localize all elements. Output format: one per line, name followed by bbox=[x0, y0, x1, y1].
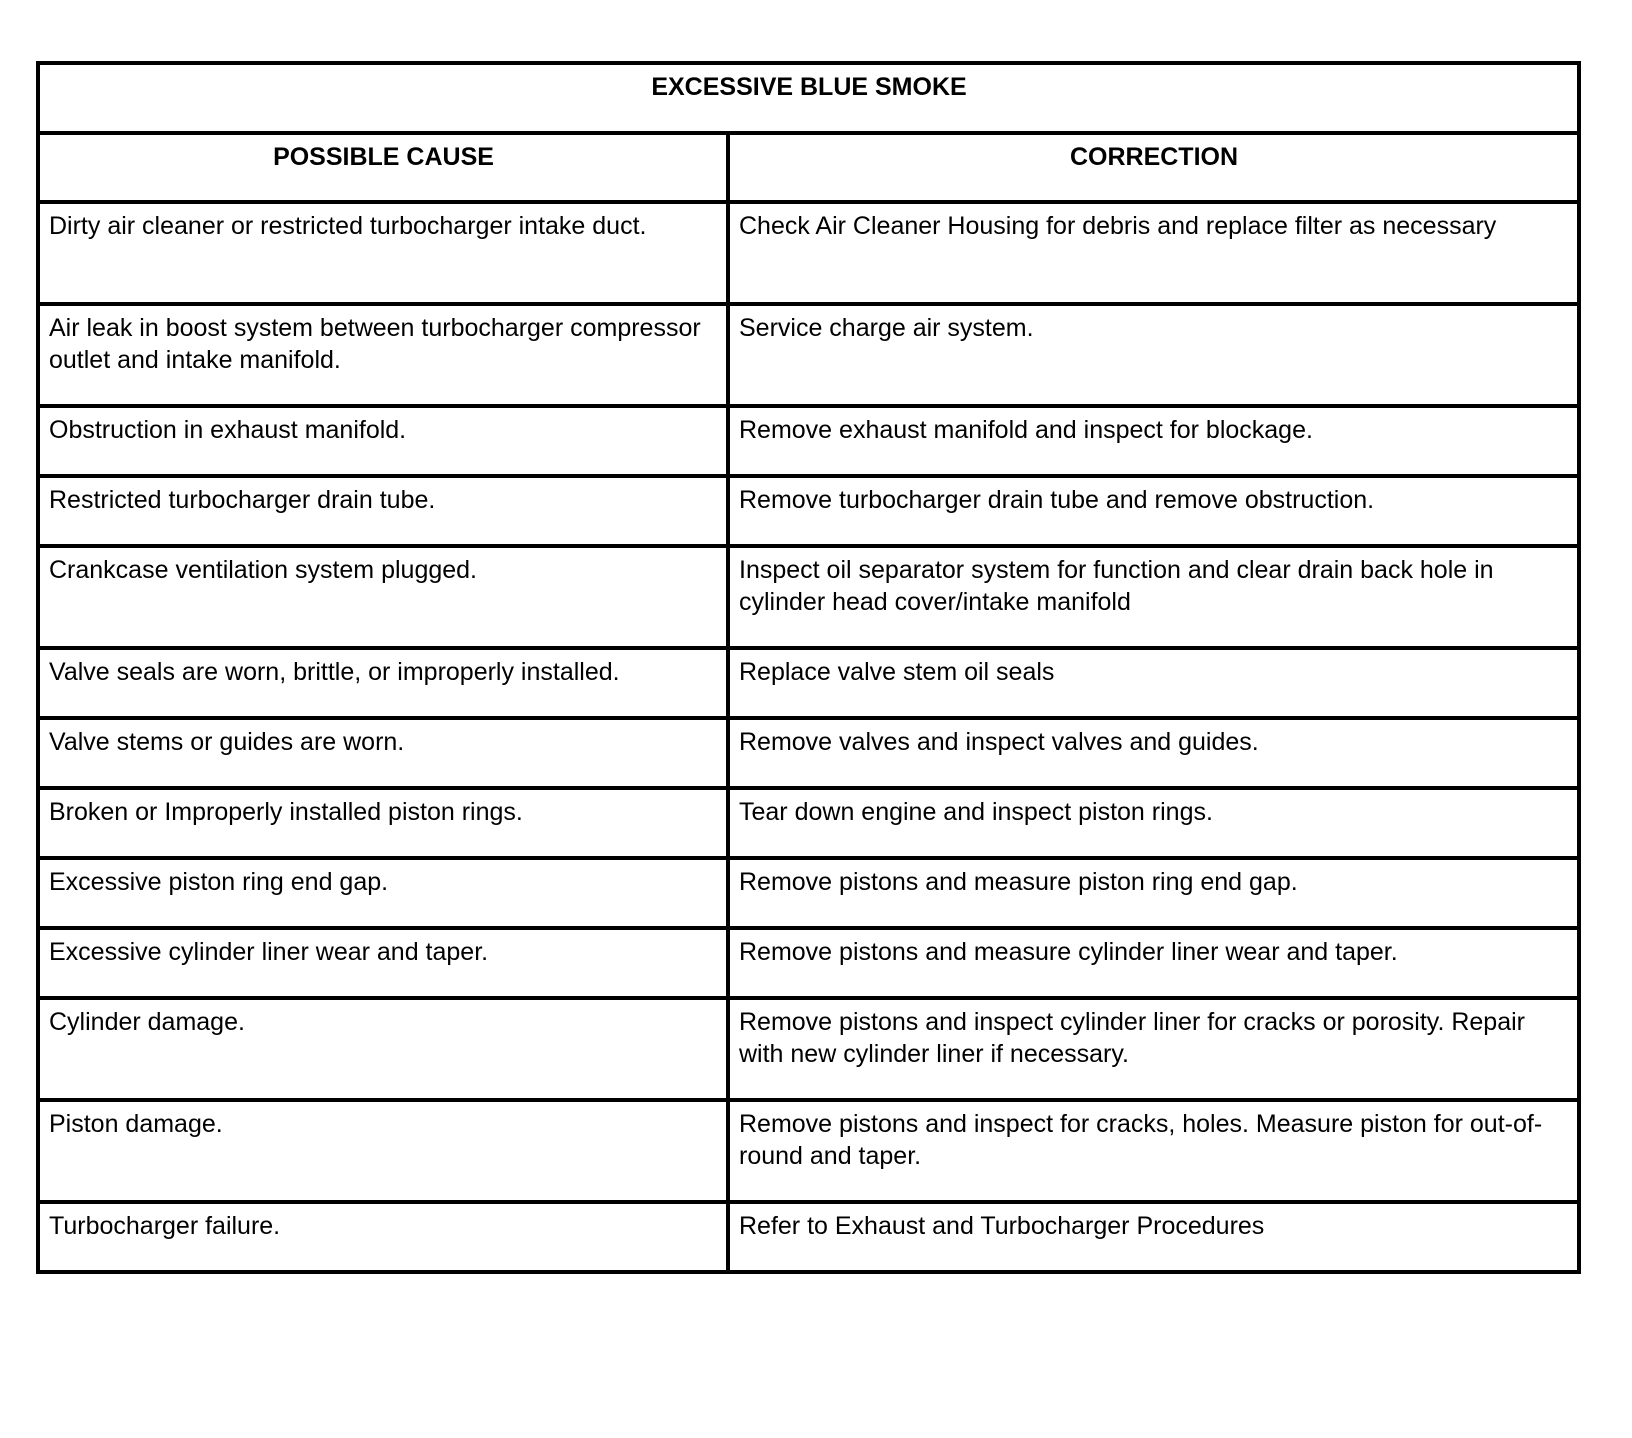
correction-cell: Remove pistons and measure piston ring end gap. bbox=[728, 858, 1579, 928]
correction-cell: Tear down engine and inspect piston rings. bbox=[728, 788, 1579, 858]
table-title: EXCESSIVE BLUE SMOKE bbox=[38, 63, 1579, 133]
table-row bbox=[38, 546, 1579, 648]
cause-cell: Dirty air cleaner or restricted turbocharger intake duct. bbox=[38, 202, 728, 304]
correction-cell: Refer to Exhaust and Turbocharger Procedures bbox=[728, 1202, 1579, 1272]
table-row bbox=[38, 406, 1579, 476]
table-row bbox=[38, 928, 1579, 998]
cause-cell: Turbocharger failure. bbox=[38, 1202, 728, 1272]
correction-cell: Remove pistons and inspect for cracks, holes. Measure piston for out-of-round and taper. bbox=[728, 1100, 1579, 1202]
table-row bbox=[38, 648, 1579, 718]
correction-cell: Check Air Cleaner Housing for debris and replace filter as necessary bbox=[728, 202, 1579, 304]
cause-cell: Piston damage. bbox=[38, 1100, 728, 1202]
correction-cell: Inspect oil separator system for function and clear drain back hole in cylinder head cover/intake manifold bbox=[728, 546, 1579, 648]
table-row bbox=[38, 998, 1579, 1100]
correction-cell: Remove pistons and inspect cylinder liner for cracks or porosity. Repair with new cylinder liner if necessary. bbox=[728, 998, 1579, 1100]
cause-cell: Valve stems or guides are worn. bbox=[38, 718, 728, 788]
column-header-possible-cause: POSSIBLE CAUSE bbox=[38, 133, 728, 202]
cause-cell: Excessive cylinder liner wear and taper. bbox=[38, 928, 728, 998]
cause-cell: Cylinder damage. bbox=[38, 998, 728, 1100]
table-row bbox=[38, 1100, 1579, 1202]
column-header-correction: CORRECTION bbox=[728, 133, 1579, 202]
cause-cell: Obstruction in exhaust manifold. bbox=[38, 406, 728, 476]
correction-cell: Remove turbocharger drain tube and remove obstruction. bbox=[728, 476, 1579, 546]
troubleshooting-table bbox=[36, 61, 1581, 1274]
correction-cell: Remove exhaust manifold and inspect for blockage. bbox=[728, 406, 1579, 476]
cause-cell: Broken or Improperly installed piston rings. bbox=[38, 788, 728, 858]
correction-cell: Remove pistons and measure cylinder liner wear and taper. bbox=[728, 928, 1579, 998]
cause-cell: Restricted turbocharger drain tube. bbox=[38, 476, 728, 546]
table-row bbox=[38, 304, 1579, 406]
cause-cell: Valve seals are worn, brittle, or improperly installed. bbox=[38, 648, 728, 718]
correction-cell: Remove valves and inspect valves and guides. bbox=[728, 718, 1579, 788]
correction-cell: Service charge air system. bbox=[728, 304, 1579, 406]
cause-cell: Excessive piston ring end gap. bbox=[38, 858, 728, 928]
table-row bbox=[38, 788, 1579, 858]
table-row bbox=[38, 718, 1579, 788]
table-row bbox=[38, 202, 1579, 304]
table-row bbox=[38, 476, 1579, 546]
cause-cell: Crankcase ventilation system plugged. bbox=[38, 546, 728, 648]
cause-cell: Air leak in boost system between turbocharger compressor outlet and intake manifold. bbox=[38, 304, 728, 406]
table-row bbox=[38, 1202, 1579, 1272]
table-row bbox=[38, 858, 1579, 928]
correction-cell: Replace valve stem oil seals bbox=[728, 648, 1579, 718]
